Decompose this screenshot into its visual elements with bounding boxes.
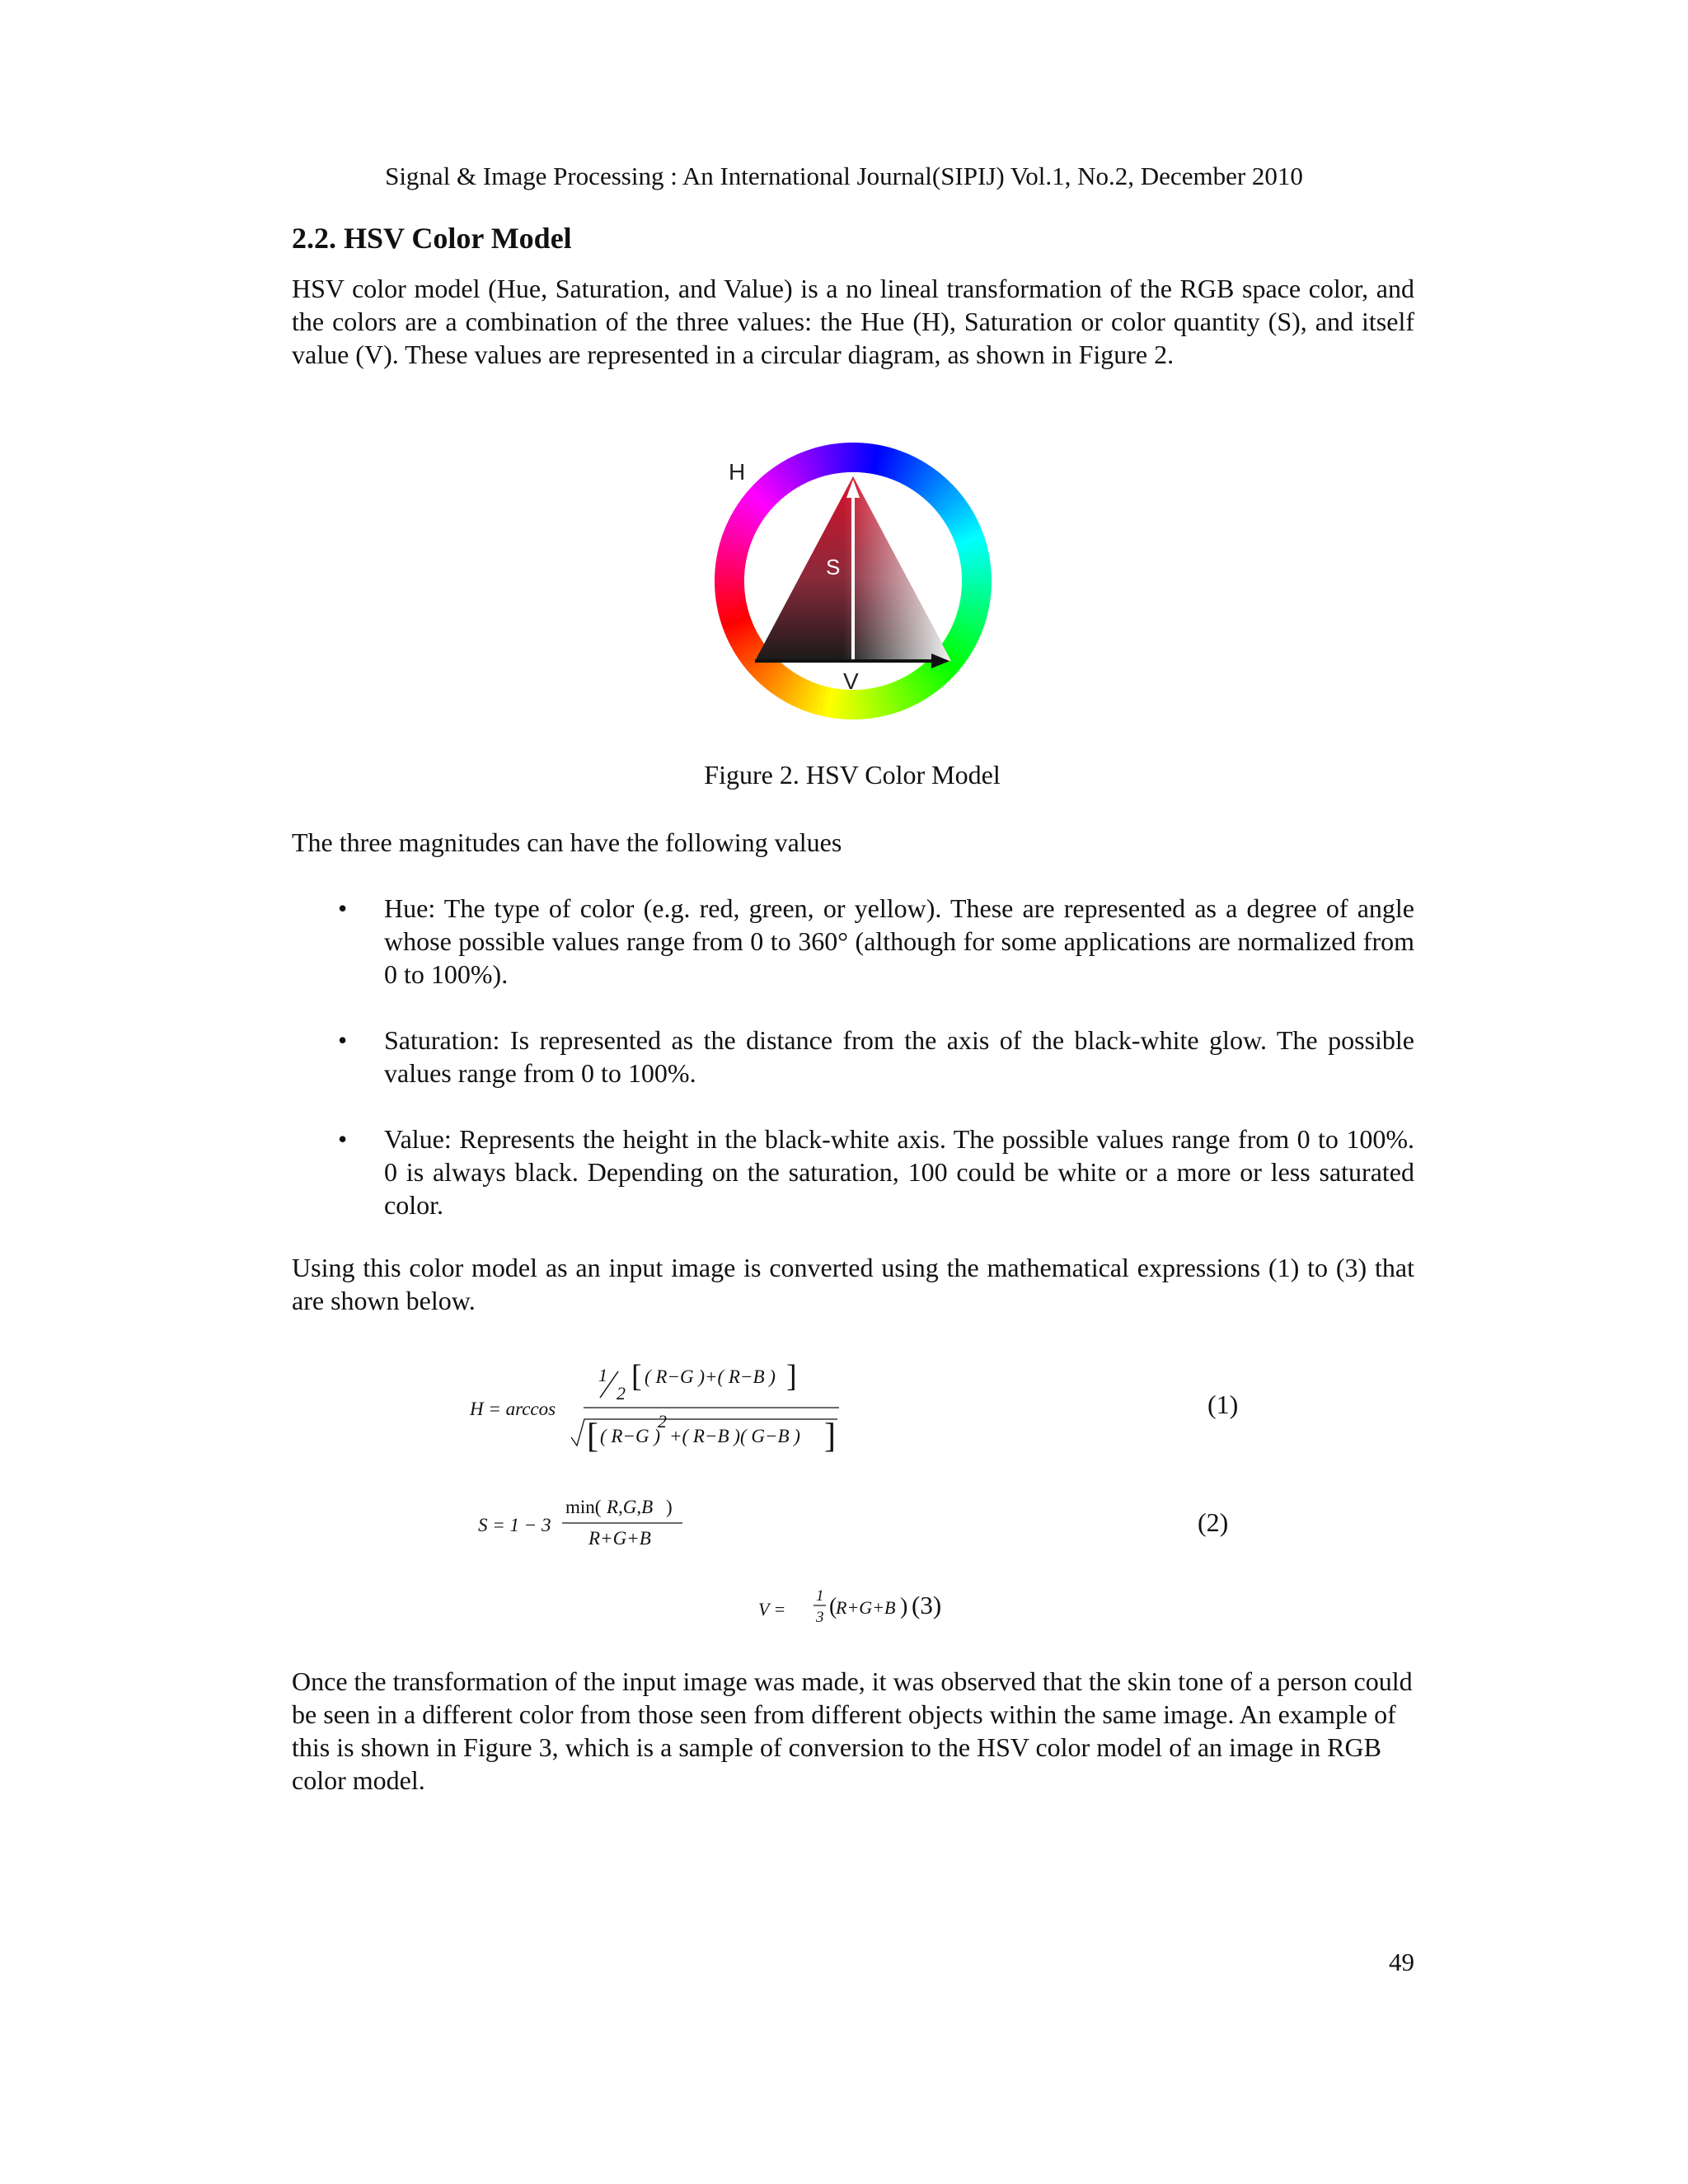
eq1-half-den: 2 [617, 1383, 626, 1404]
saturation-label: S [826, 555, 841, 579]
value-label: V [843, 668, 859, 694]
equation-1-number: (1) [1207, 1390, 1239, 1419]
eq3-lhs: V = [758, 1599, 786, 1619]
eq1-den-bracket-open: [ [587, 1418, 598, 1455]
conversion-paragraph: Using this color model as an input image is converted using the mathematical expressions (1) to (3) that are shown below. [292, 1253, 1414, 1315]
eq1-bracket-open: [ [631, 1359, 642, 1394]
closing-paragraph: Once the transformation of the input image was made, it was observed that the skin tone of a person could be seen in a different color from those seen from different objects within the same image. An example of this is shown in Figure 3, which is a sample of conversion to the HSV color model of an image in RGB color model. [292, 1666, 1413, 1795]
section-title: 2.2. HSV Color Model [292, 222, 572, 255]
equation-1-graphic [462, 1352, 874, 1459]
hsv-diagram [709, 437, 997, 725]
eq1-den-b: +( R−B )( G−B ) [669, 1426, 800, 1446]
eq2-min-fn: min( [565, 1497, 602, 1517]
bullet-marker: • [338, 1025, 348, 1055]
eq2-min-args: R,G,B [607, 1497, 654, 1517]
eq3-body: R+G+B [836, 1597, 896, 1618]
equation-3 [750, 1581, 956, 1630]
eq1-half-num: 1 [598, 1365, 607, 1385]
eq2-denominator: R+G+B [588, 1528, 651, 1549]
hsv-figure [709, 437, 997, 725]
eq1-numerator: ( R−G )+( R−B ) [645, 1366, 776, 1387]
bullet-text: Value: Represents the height in the black-white axis. The possible values range from 0 to 100%. 0 is always black. Depending on the saturation, 100 could be white or a more or less saturated color. [384, 1124, 1414, 1220]
bullet-list [292, 892, 1414, 1254]
running-head: Signal & Image Processing : An International Journal(SIPIJ) Vol.1, No.2, December 2010 [385, 162, 1303, 190]
equation-1 [462, 1352, 874, 1459]
eq1-den-exp: 2 [658, 1411, 667, 1432]
eq1-den-a: ( R−G ) [600, 1426, 660, 1446]
equation-2-number: (2) [1198, 1507, 1229, 1537]
hue-label: H [729, 459, 746, 485]
eq3-frac-num: 1 [816, 1587, 824, 1605]
intro-paragraph: HSV color model (Hue, Saturation, and Value) is a no lineal transformation of the RGB space color, and the colors are a combination of the three values: the Hue (H), Saturation or color quantity (S), and itself value (V). These values are represented in a circular diagram, as shown in Figure 2. [292, 274, 1414, 369]
equation-3-graphic [750, 1581, 956, 1630]
eq1-den-bracket-close: ] [824, 1418, 836, 1455]
eq3-open: ( [829, 1594, 837, 1619]
bullet-marker: • [338, 893, 348, 923]
page-number: 49 [1389, 1947, 1414, 1976]
eq1-bracket-close: ] [786, 1359, 797, 1394]
bullet-marker: • [338, 1124, 348, 1154]
equation-2 [470, 1483, 734, 1549]
eq1-lhs: H = arccos [470, 1399, 556, 1419]
equation-2-graphic [470, 1483, 734, 1549]
eq3-close: ) [900, 1594, 908, 1619]
bullet-saturation [292, 1024, 1414, 1090]
bullet-text: Hue: The type of color (e.g. red, green, or yellow). These are represented as a degree of angle whose possible values range from 0 to 360° (although for some applications are normalized from 0 to 100%). [384, 893, 1414, 989]
bullet-text: Saturation: Is represented as the distance from the axis of the black-white glow. The possible values range from 0 to 100%. [384, 1025, 1414, 1088]
bullet-value [292, 1122, 1414, 1221]
magnitudes-paragraph: The three magnitudes can have the following values [292, 827, 842, 857]
bullet-hue [292, 892, 1414, 991]
eq2-min-close: ) [666, 1497, 673, 1517]
eq2-lhs: S = 1 − 3 [478, 1515, 551, 1535]
figure-caption: Figure 2. HSV Color Model [704, 760, 1001, 790]
eq3-frac-den: 3 [816, 1609, 824, 1626]
eq3-number: (3) [912, 1591, 942, 1619]
